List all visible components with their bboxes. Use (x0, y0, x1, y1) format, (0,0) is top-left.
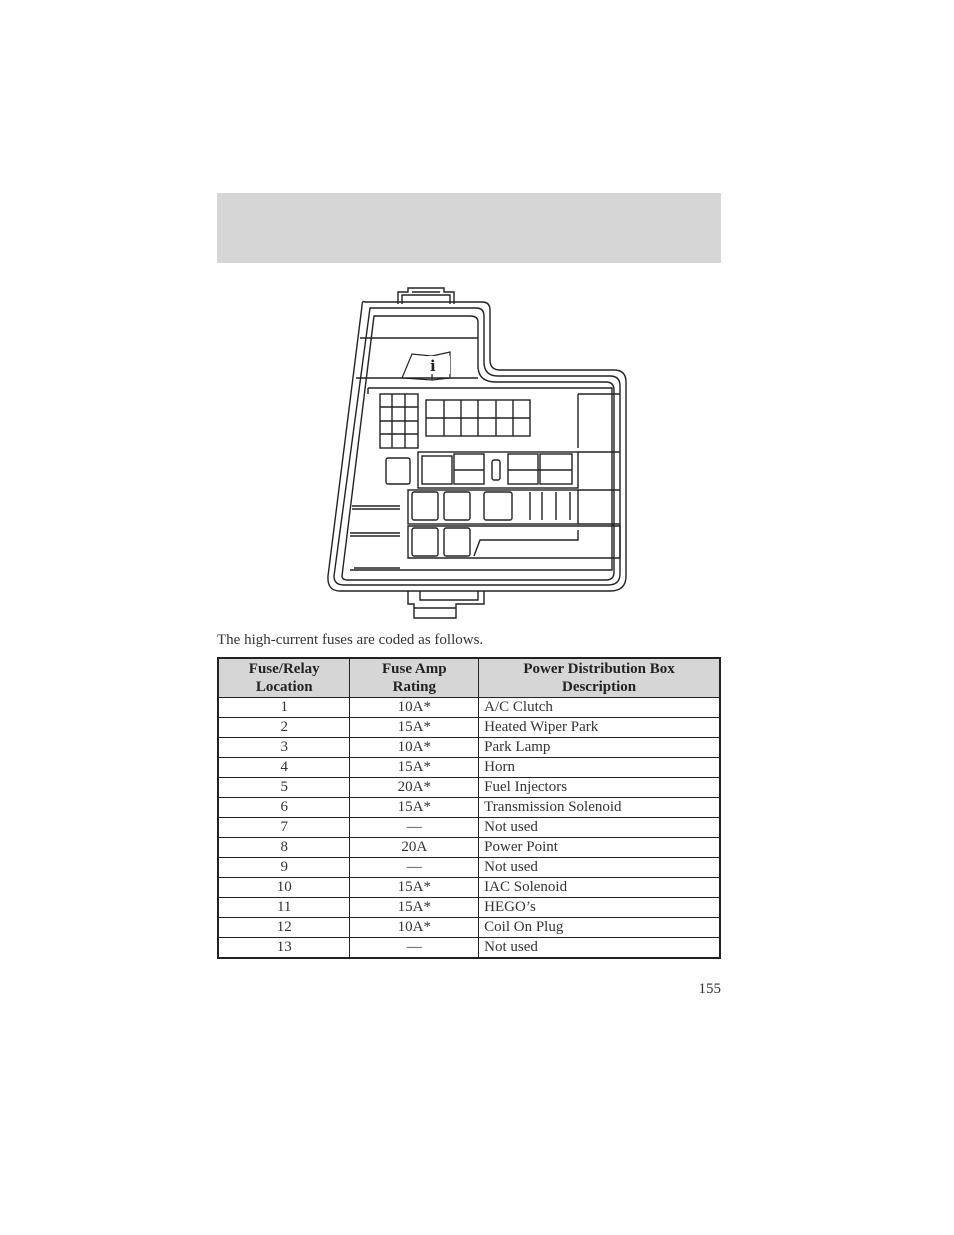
table-row (218, 778, 720, 798)
cell-rating: 20A (350, 838, 479, 858)
cell-description: A/C Clutch (479, 698, 720, 718)
table-row (218, 898, 720, 918)
table-row (218, 818, 720, 838)
table-row (218, 798, 720, 818)
table-row (218, 938, 720, 959)
cell-location: 7 (218, 818, 350, 838)
table-row (218, 758, 720, 778)
table-row (218, 858, 720, 878)
cell-location: 5 (218, 778, 350, 798)
cell-description: IAC Solenoid (479, 878, 720, 898)
table-row (218, 738, 720, 758)
cell-description: HEGO’s (479, 898, 720, 918)
cell-location: 9 (218, 858, 350, 878)
table-row (218, 718, 720, 738)
cell-description: Not used (479, 938, 720, 959)
table-header-row (218, 658, 720, 698)
cell-location: 10 (218, 878, 350, 898)
svg-text:i: i (430, 357, 436, 375)
cell-rating: — (350, 818, 479, 838)
cell-location: 8 (218, 838, 350, 858)
cell-location: 4 (218, 758, 350, 778)
table-row (218, 838, 720, 858)
cell-rating: 15A* (350, 718, 479, 738)
cell-rating: 15A* (350, 898, 479, 918)
header-amp-rating: Fuse Amp Rating (350, 658, 479, 698)
cell-description: Park Lamp (479, 738, 720, 758)
cell-rating: 10A* (350, 918, 479, 938)
cell-rating: 10A* (350, 738, 479, 758)
intro-text: The high-current fuses are coded as follows. (217, 632, 484, 648)
cell-description: Fuel Injectors (479, 778, 720, 798)
cell-description: Power Point (479, 838, 720, 858)
cell-rating: 15A* (350, 878, 479, 898)
page-number: 155 (698, 981, 721, 997)
cell-rating: 15A* (350, 798, 479, 818)
info-book-icon (402, 352, 450, 380)
cell-description: Horn (479, 758, 720, 778)
cell-location: 2 (218, 718, 350, 738)
fuse-table (217, 657, 721, 959)
header-band (217, 193, 721, 263)
cell-rating: 10A* (350, 698, 479, 718)
header-location: Fuse/Relay Location (218, 658, 350, 698)
cell-location: 12 (218, 918, 350, 938)
cell-description: Coil On Plug (479, 918, 720, 938)
fuse-box-diagram (320, 286, 630, 622)
cell-description: Not used (479, 818, 720, 838)
cell-rating: — (350, 858, 479, 878)
cell-rating: 15A* (350, 758, 479, 778)
table-row (218, 918, 720, 938)
cell-rating: 20A* (350, 778, 479, 798)
cell-location: 11 (218, 898, 350, 918)
cell-location: 13 (218, 938, 350, 959)
cell-rating: — (350, 938, 479, 959)
cell-description: Transmission Solenoid (479, 798, 720, 818)
cell-location: 1 (218, 698, 350, 718)
table-row (218, 878, 720, 898)
cell-description: Not used (479, 858, 720, 878)
table-row (218, 698, 720, 718)
cell-location: 3 (218, 738, 350, 758)
cell-location: 6 (218, 798, 350, 818)
header-description: Power Distribution Box Description (479, 658, 720, 698)
cell-description: Heated Wiper Park (479, 718, 720, 738)
